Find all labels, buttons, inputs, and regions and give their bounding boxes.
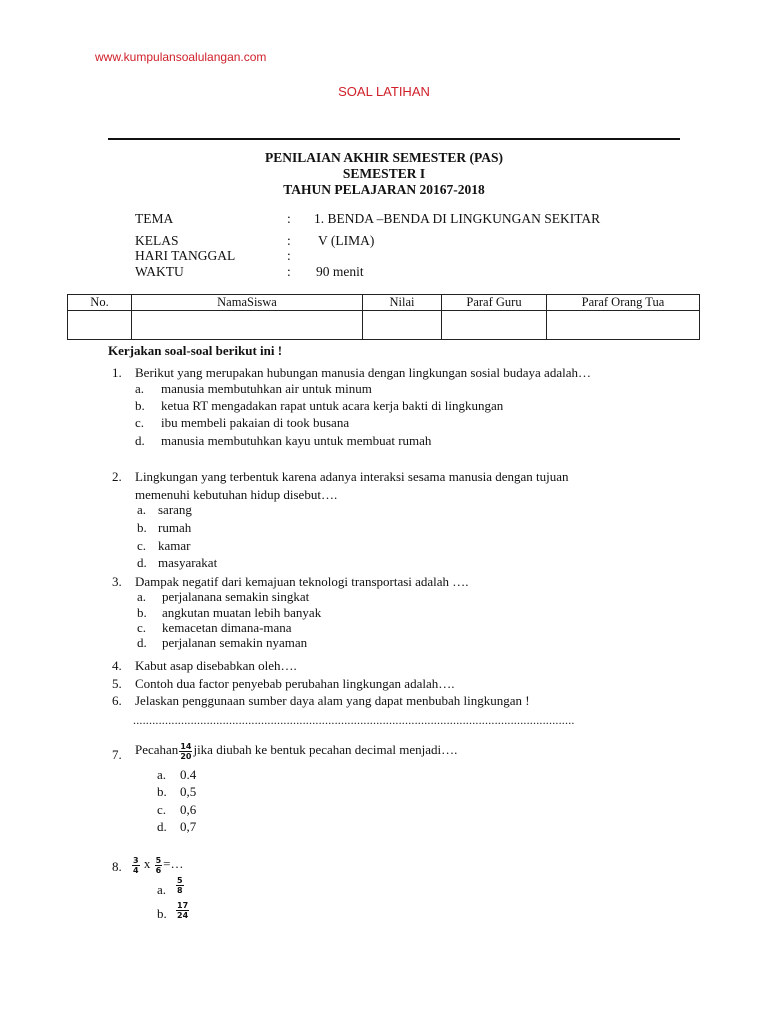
- q2-option-b: rumah: [158, 520, 192, 535]
- q8-option-b-fraction: [176, 901, 189, 920]
- tema-colon: :: [287, 211, 291, 226]
- q2-option-c: kamar: [158, 538, 191, 553]
- header-paraf-orang-tua: Paraf Orang Tua: [547, 295, 700, 311]
- q7-fraction-numerator: 14: [180, 741, 192, 751]
- kelas-label: KELAS: [135, 233, 179, 248]
- q8-fraction-1-numerator: 3: [133, 855, 139, 865]
- document-title: [0, 150, 768, 198]
- cell-no[interactable]: [68, 311, 132, 340]
- q3-text: Dampak negatif dari kemajuan teknologi transportasi adalah ….: [135, 574, 469, 589]
- q7-text-post: jika diubah ke bentuk pecahan decimal menjadi….: [193, 742, 458, 757]
- q2-option-d: masyarakat: [158, 555, 218, 570]
- q3-option-c: kemacetan dimana-mana: [162, 620, 292, 635]
- q2-number: 2.: [112, 469, 122, 484]
- header-no: No.: [68, 295, 132, 311]
- q3-option-d-label: d.: [137, 635, 147, 650]
- q3-option-b-label: b.: [137, 605, 147, 620]
- q7-text: [135, 738, 457, 762]
- q8-option-b: [175, 901, 190, 920]
- cell-paraf-orang-tua[interactable]: [547, 311, 700, 340]
- kelas-colon: :: [287, 233, 291, 248]
- header-paraf-guru: Paraf Guru: [442, 295, 547, 311]
- q3-option-a: perjalanana semakin singkat: [162, 589, 310, 604]
- q3-option-c-label: c.: [137, 620, 147, 635]
- q1-option-c-label: c.: [135, 415, 145, 430]
- cell-nama-siswa[interactable]: [132, 311, 363, 340]
- q7-option-d: 0,7: [180, 819, 197, 834]
- table-header-row: [68, 295, 700, 311]
- q1-option-a: manusia membutuhkan air untuk minum: [161, 381, 372, 396]
- q7-text-pre: Pecahan: [135, 742, 179, 757]
- q8-fraction-1-denominator: 4: [133, 865, 139, 875]
- q2-option-d-label: d.: [137, 555, 147, 570]
- student-info-table: [67, 294, 700, 340]
- q7-fraction-denominator: 20: [180, 751, 192, 761]
- q7-option-a: 0.4: [180, 767, 197, 782]
- q8-option-a: [175, 876, 185, 895]
- cell-paraf-guru[interactable]: [442, 311, 547, 340]
- q2-option-a-label: a.: [137, 502, 147, 517]
- q6-answer-line[interactable]: ..........................................................................................................................................: [133, 713, 575, 727]
- q5-number: 5.: [112, 676, 122, 691]
- q3-option-a-label: a.: [137, 589, 147, 604]
- q8-fraction-2: [155, 856, 163, 875]
- cell-nilai[interactable]: [363, 311, 442, 340]
- q7-option-d-label: d.: [157, 819, 167, 834]
- q1-option-d-label: d.: [135, 433, 145, 448]
- q2-option-b-label: b.: [137, 520, 147, 535]
- q8-equals-tail: =…: [163, 856, 184, 871]
- q8-option-b-numerator: 17: [177, 901, 189, 910]
- q8-number: 8.: [112, 859, 122, 874]
- tema-label: TEMA: [135, 211, 174, 226]
- q8-fraction-2-denominator: 6: [155, 865, 162, 875]
- q1-number: 1.: [112, 365, 122, 380]
- q2-text-line-1: Lingkungan yang terbentuk karena adanya interaksi sesama manusia dengan tujuan: [135, 469, 569, 484]
- q7-option-c-label: c.: [157, 802, 167, 817]
- waktu-colon: :: [287, 264, 291, 279]
- header-nilai: Nilai: [363, 295, 442, 311]
- q2-text-line-2: memenuhi kebutuhan hidup disebut….: [135, 487, 338, 502]
- instruction: Kerjakan soal-soal berikut ini !: [108, 343, 283, 358]
- q7-number: 7.: [112, 747, 122, 762]
- q4-text: Kabut asap disebabkan oleh….: [135, 658, 297, 673]
- waktu-value: 90 menit: [316, 264, 364, 279]
- document-subtitle: SOAL LATIHAN: [338, 84, 430, 99]
- q8-option-a-fraction: [176, 876, 184, 895]
- q3-number: 3.: [112, 574, 122, 589]
- table-row: [68, 311, 700, 340]
- q2-option-a: sarang: [158, 502, 192, 517]
- kelas-value: V (LIMA): [318, 233, 375, 248]
- q1-option-c: ibu membeli pakaian di took busana: [161, 415, 350, 430]
- hari-tanggal-colon: :: [287, 248, 291, 263]
- q1-option-b: ketua RT mengadakan rapat untuk acara kerja bakti di lingkungan: [161, 398, 504, 413]
- title-line-1: PENILAIAN AKHIR SEMESTER (PAS): [265, 150, 503, 165]
- q5-text: Contoh dua factor penyebab perubahan lingkungan adalah….: [135, 676, 455, 691]
- website-url: www.kumpulansoalulangan.com: [95, 50, 267, 64]
- q8-expression: [131, 852, 184, 876]
- q8-option-b-denominator: 24: [177, 911, 189, 920]
- q8-fraction-1: [132, 856, 140, 875]
- q6-number: 6.: [112, 693, 122, 708]
- q7-option-a-label: a.: [157, 767, 167, 782]
- tema-value: 1. BENDA –BENDA DI LINGKUNGAN SEKITAR: [314, 211, 601, 226]
- q1-option-a-label: a.: [135, 381, 145, 396]
- q8-option-a-numerator: 5: [177, 876, 183, 885]
- q2-option-c-label: c.: [137, 538, 147, 553]
- hari-tanggal-label: HARI TANGGAL: [135, 248, 236, 263]
- title-line-3: TAHUN PELAJARAN 20167-2018: [283, 182, 485, 197]
- q7-option-b-label: b.: [157, 784, 167, 799]
- q8-fraction-2-numerator: 5: [155, 855, 162, 865]
- title-line-2: SEMESTER I: [342, 166, 426, 181]
- q3-option-d: perjalanan semakin nyaman: [162, 635, 308, 650]
- q8-option-a-denominator: 8: [177, 886, 183, 895]
- q1-option-d: manusia membutuhkan kayu untuk membuat rumah: [161, 433, 432, 448]
- q1-text: Berikut yang merupakan hubungan manusia dengan lingkungan sosial budaya adalah…: [135, 365, 591, 380]
- header-divider: [108, 138, 680, 140]
- q8-option-a-label: a.: [157, 882, 167, 897]
- q4-number: 4.: [112, 658, 122, 673]
- waktu-label: WAKTU: [135, 264, 184, 279]
- q6-text: Jelaskan penggunaan sumber daya alam yang dapat menbubah lingkungan !: [135, 693, 530, 708]
- q1-option-b-label: b.: [135, 398, 145, 413]
- q8-option-b-label: b.: [157, 906, 167, 921]
- header-nama-siswa: NamaSiswa: [132, 295, 363, 311]
- q8-times-sign: x: [143, 856, 151, 871]
- q7-option-c: 0,6: [180, 802, 197, 817]
- q7-fraction: [179, 742, 192, 761]
- q3-option-b: angkutan muatan lebih banyak: [162, 605, 322, 620]
- q7-option-b: 0,5: [180, 784, 197, 799]
